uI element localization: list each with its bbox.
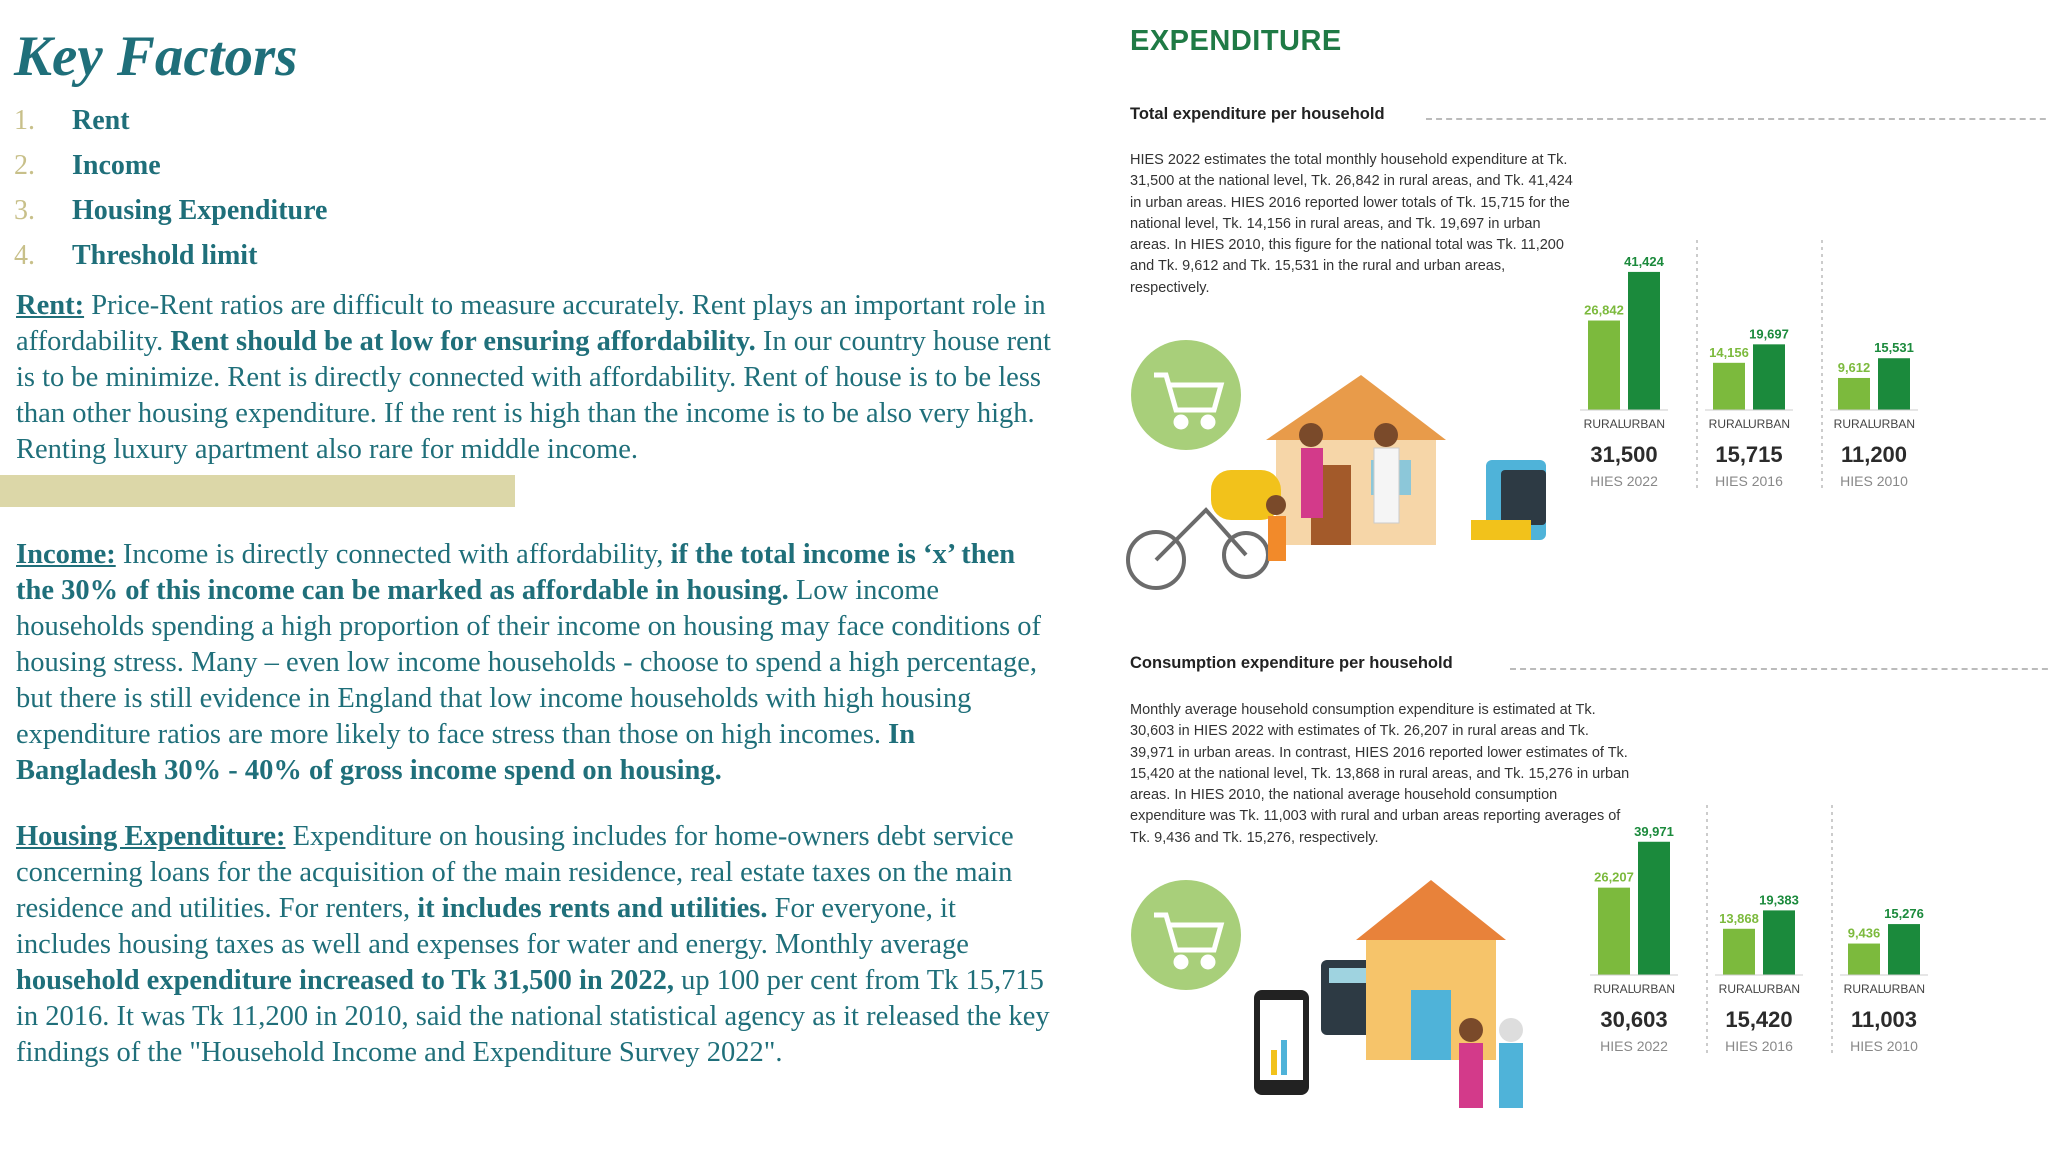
list-item [14, 233, 327, 278]
category-label: HIES 2022 [1590, 473, 1658, 489]
category-label: HIES 2016 [1725, 1038, 1793, 1054]
bar-value-label: 15,276 [1884, 906, 1924, 922]
consumption-household-illustration [1126, 880, 1606, 1120]
total-value: 15,715 [1715, 442, 1783, 467]
bar-value-label: 9,612 [1837, 359, 1871, 375]
total-expenditure-chart [1576, 230, 2016, 510]
bar-rural [1848, 944, 1880, 975]
bar-urban [1753, 344, 1785, 410]
consumption-expenditure-chart [1586, 795, 2026, 1075]
housing-text: Expenditure on housing includes for home-owners debt service concerning loans for the acquisition of the main residence, real estate taxes on the main residence and utilities. For renters, [16, 821, 1014, 924]
total-value: 31,500 [1590, 442, 1658, 467]
series-label: URBAN [1872, 417, 1916, 431]
bar-value-label: 14,156 [1709, 344, 1749, 360]
bar-urban [1628, 272, 1660, 410]
series-label: URBAN [1747, 417, 1791, 431]
bar-value-label: 19,383 [1759, 892, 1799, 908]
house-icon [1266, 375, 1446, 545]
bar-rural [1598, 888, 1630, 975]
rickshaw-icon [1128, 510, 1268, 588]
expenditure-infographic [1126, 0, 2048, 1152]
list-number: 2. [14, 149, 35, 181]
income-text: Income is directly connected with affordability, [115, 539, 671, 570]
shopping-household-illustration [1126, 340, 1606, 600]
bar-value-label: 41,424 [1624, 253, 1664, 269]
total-value: 11,003 [1850, 1007, 1918, 1032]
category-label: HIES 2010 [1850, 1038, 1918, 1054]
series-label: URBAN [1622, 417, 1666, 431]
money-stack-icon [1471, 460, 1546, 540]
housing-expenditure-paragraph [16, 819, 1056, 1071]
list-label: Housing Expenditure [72, 194, 328, 226]
bar-rural [1723, 929, 1755, 975]
list-item [14, 98, 327, 143]
section-description-consumption: Monthly average household consumption expenditure is estimated at Tk. 30,603 in HIES 2022 with estimates of Tk. 26,207 in rural areas and Tk. 39,971 in urban areas. In contrast, HIES 2016 reported lower estimates of Tk. 15,420 at the national level, Tk. 13,868 in rural areas, and Tk. 15,276 in urban areas. In HIES 2010, the national average household consumption expenditure was Tk. 11,003 with rural and urban areas reporting averages of Tk. 9,436 and Tk. 15,276, respectively. [1130, 702, 1630, 846]
section-title-total: Total expenditure per household [1130, 105, 1385, 123]
series-label: RURAL [1593, 982, 1635, 996]
housing-bold-text-2: household expenditure increased to Tk 31,500 in 2022, [16, 965, 674, 996]
bar-value-label: 13,868 [1719, 910, 1759, 926]
bar-urban [1763, 910, 1795, 975]
series-label: RURAL [1708, 417, 1750, 431]
income-bold-text-2: In Bangladesh 30% - 40% of gross income spend on housing. [16, 719, 916, 786]
bar-rural [1838, 378, 1870, 410]
bar-urban [1638, 842, 1670, 975]
rent-text: Price-Rent ratios are difficult to measure accurately. Rent plays an important role in affordability. [16, 290, 1046, 357]
total-value: 15,420 [1725, 1007, 1793, 1032]
list-number: 1. [14, 104, 35, 136]
income-bold-text: if the total income is ‘x’ then the 30% of this income can be marked as affordable in housing. [16, 539, 1016, 606]
key-factors-list [14, 98, 327, 278]
income-paragraph [16, 537, 1056, 789]
category-label: HIES 2016 [1715, 473, 1783, 489]
series-label: RURAL [1833, 417, 1875, 431]
list-item [14, 188, 327, 233]
list-item [14, 143, 327, 188]
total-value: 11,200 [1840, 442, 1908, 467]
house-icon [1356, 880, 1506, 1060]
rent-heading: Rent: [16, 290, 85, 321]
bar-value-label: 19,697 [1749, 326, 1789, 342]
bar-rural [1713, 363, 1745, 410]
series-label: URBAN [1632, 982, 1676, 996]
shopping-cart-icon [1131, 340, 1241, 450]
shopping-cart-icon [1131, 880, 1241, 990]
category-label: HIES 2010 [1840, 473, 1908, 489]
bar-value-label: 15,531 [1874, 340, 1914, 356]
decorative-bar [0, 475, 515, 507]
bar-urban [1888, 924, 1920, 975]
housing-heading: Housing Expenditure: [16, 821, 286, 852]
rent-text-2: In our country house rent is to be minimize. Rent is directly connected with affordability. Rent of house is to be less than other housing expenditure. If the rent is high than the income is to be also very high. Renting luxury apartment also rare for middle income. [16, 326, 1051, 465]
phone-icon [1254, 990, 1309, 1095]
rent-bold-text: Rent should be at low for ensuring affordability. [170, 326, 756, 357]
housing-bold-text: it includes rents and utilities. [417, 893, 768, 924]
list-label: Threshold limit [72, 239, 258, 271]
series-label: RURAL [1843, 982, 1885, 996]
list-number: 3. [14, 194, 35, 226]
bar-value-label: 26,842 [1584, 302, 1624, 318]
series-label: URBAN [1757, 982, 1801, 996]
category-label: HIES 2022 [1600, 1038, 1668, 1054]
housing-text-3: up 100 per cent from Tk 15,715 in 2016. It was Tk 11,200 in 2010, said the national statistical agency as it released the key findings of the "Household Income and Expenditure Survey 2022". [16, 965, 1050, 1068]
list-number: 4. [14, 239, 35, 271]
bar-urban [1878, 358, 1910, 410]
bar-value-label: 9,436 [1847, 925, 1881, 941]
housing-text-2: For everyone, it includes housing taxes as well and expenses for water and energy. Monthly average [16, 893, 969, 960]
series-label: RURAL [1718, 982, 1760, 996]
bar-rural [1588, 321, 1620, 410]
bar-value-label: 26,207 [1594, 869, 1634, 885]
total-value: 30,603 [1600, 1007, 1668, 1032]
section-divider [1510, 668, 2048, 670]
income-text-2: Low income households spending a high proportion of their income on housing may face conditions of housing stress. Many – even low income households - choose to spend a high percentage, but there is still evidence in England that low income households with high housing expenditure ratios are more likely to face stress than those on high incomes. [16, 575, 1042, 750]
bar-value-label: 39,971 [1634, 823, 1674, 839]
section-title-consumption: Consumption expenditure per household [1130, 654, 1453, 672]
section-description-total: HIES 2022 estimates the total monthly household expenditure at Tk. 31,500 at the national level, Tk. 26,842 in rural areas, and Tk. 41,424 in urban areas. HIES 2016 reported lower totals of Tk. 15,715 for the national level, Tk. 14,156 in rural areas, and Tk. 19,697 in urban areas. In HIES 2010, this figure for the national total was Tk. 11,200 and Tk. 9,612 and Tk. 15,531 in the rural and urban areas, respectively. [1130, 152, 1573, 296]
page-title: Key Factors [14, 25, 298, 88]
list-label: Rent [72, 104, 130, 136]
section-divider [1426, 118, 2048, 120]
infographic-title: EXPENDITURE [1130, 25, 1342, 57]
series-label: RURAL [1583, 417, 1625, 431]
series-label: URBAN [1882, 982, 1926, 996]
list-label: Income [72, 149, 161, 181]
rent-paragraph [16, 288, 1056, 468]
income-heading: Income: [16, 539, 116, 570]
